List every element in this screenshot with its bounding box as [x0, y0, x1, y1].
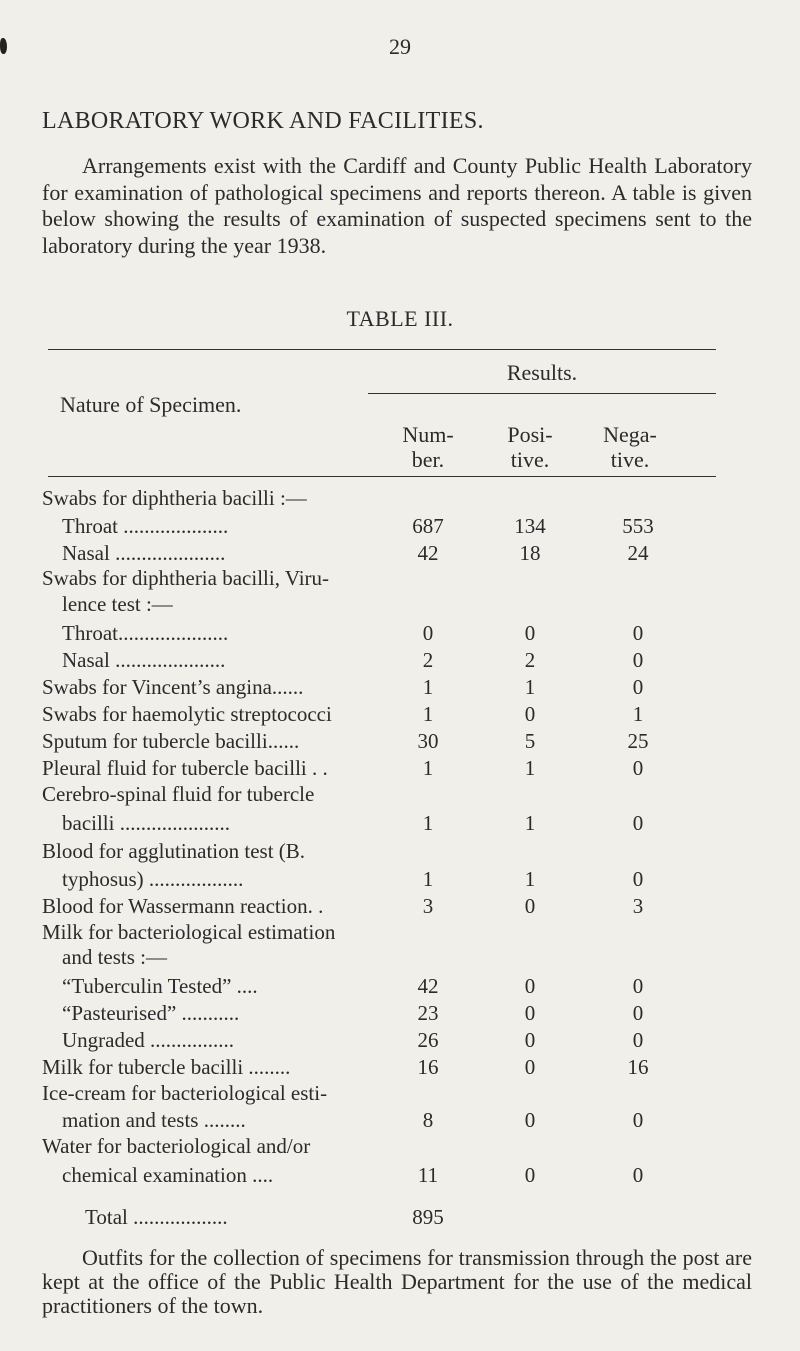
table-row [0, 1081, 800, 1107]
table-row [0, 920, 800, 946]
row-label: Pleural fluid for tubercle bacilli . . [42, 756, 328, 780]
row-negative: 0 [632, 756, 644, 780]
row-negative: 0 [632, 1028, 644, 1052]
row-label: Ice-cream for bacteriological esti- [42, 1081, 328, 1105]
negative-header-line-2: tive. [610, 447, 650, 472]
row-label: Nasal ..................... [62, 648, 226, 672]
row-number: 42 [417, 974, 439, 998]
row-number: 23 [417, 1001, 439, 1025]
row-number: 26 [417, 1028, 439, 1052]
row-label: Blood for agglutination test (B. [42, 839, 306, 863]
row-label: “Pasteurised” ........... [62, 1001, 240, 1025]
number-header-line-1: Num- [402, 422, 454, 447]
row-positive: 0 [524, 702, 536, 726]
row-negative: 0 [632, 648, 644, 672]
row-label: bacilli ..................... [62, 811, 230, 835]
row-positive: 1 [524, 811, 536, 835]
row-positive: 0 [524, 974, 536, 998]
row-negative: 1 [632, 702, 644, 726]
table-row [0, 514, 800, 540]
row-label: chemical examination .... [62, 1163, 274, 1187]
row-positive: 18 [519, 541, 541, 565]
total-label: Total .................. [85, 1205, 228, 1229]
row-number: 1 [422, 675, 434, 699]
row-positive: 0 [524, 1055, 536, 1079]
row-label: Swabs for diphtheria bacilli :— [42, 486, 307, 510]
row-label: Swabs for Vincent’s angina...... [42, 675, 304, 699]
row-positive: 1 [524, 867, 536, 891]
row-number: 0 [422, 621, 434, 645]
header-bottom-rule [48, 476, 716, 477]
row-number: 1 [422, 756, 434, 780]
row-negative: 3 [632, 894, 644, 918]
row-label: lence test :— [62, 592, 173, 616]
table-row [0, 1001, 800, 1027]
row-label: Blood for Wassermann reaction. . [42, 894, 324, 918]
row-negative: 0 [632, 1001, 644, 1025]
row-negative: 0 [632, 1108, 644, 1132]
section-heading: LABORATORY WORK AND FACILITIES. [42, 108, 484, 134]
results-header: Results. [506, 360, 578, 385]
table-row [0, 894, 800, 920]
row-negative: 0 [632, 621, 644, 645]
row-label: mation and tests ........ [62, 1108, 246, 1132]
table-row [0, 756, 800, 782]
positive-header-line-2: tive. [510, 447, 550, 472]
row-number: 42 [417, 541, 439, 565]
closing-paragraph: Outfits for the collection of specimens for transmission through the post are kept at the office of the Public Health Department for the use of the medical practitioners of the town. [42, 1245, 752, 1318]
row-label: and tests :— [62, 945, 167, 969]
row-label: Cerebro-spinal fluid for tubercle [42, 782, 315, 806]
row-positive: 0 [524, 1163, 536, 1187]
row-label: Milk for tubercle bacilli ........ [42, 1055, 291, 1079]
row-number: 2 [422, 648, 434, 672]
row-negative: 553 [622, 514, 654, 538]
table-row [0, 811, 800, 837]
row-label: “Tuberculin Tested” .... [62, 974, 258, 998]
row-number: 687 [412, 514, 444, 538]
table-row [0, 867, 800, 893]
negative-header-line-1: Nega- [603, 422, 657, 447]
table-row [0, 1163, 800, 1189]
row-positive: 1 [524, 756, 536, 780]
row-label: Swabs for haemolytic streptococci [42, 702, 332, 726]
row-negative: 0 [632, 867, 644, 891]
row-positive: 134 [514, 514, 546, 538]
row-negative: 0 [632, 1163, 644, 1187]
row-number: 11 [417, 1163, 439, 1187]
row-number: 3 [422, 894, 434, 918]
row-label: Milk for bacteriological estimation [42, 920, 336, 944]
table-title: TABLE III. [346, 306, 454, 331]
row-number: 8 [422, 1108, 434, 1132]
table-row [0, 1028, 800, 1054]
row-positive: 5 [524, 729, 536, 753]
row-negative: 0 [632, 974, 644, 998]
intro-paragraph: Arrangements exist with the Cardiff and County Public Health Laboratory for examination of pathological specimens and reports thereon. A table is given below showing the results of examination of suspected specimens sent to the laboratory during the year 1938. [42, 153, 752, 258]
row-number: 30 [417, 729, 439, 753]
row-number: 1 [422, 811, 434, 835]
table-row [0, 486, 800, 512]
row-negative: 24 [627, 541, 649, 565]
table-row [0, 541, 800, 567]
row-positive: 0 [524, 1108, 536, 1132]
row-negative: 16 [627, 1055, 649, 1079]
total-row [0, 1205, 800, 1231]
positive-header [490, 422, 570, 472]
row-label: Throat..................... [62, 621, 229, 645]
nature-header: Nature of Specimen. [60, 392, 242, 417]
row-positive: 2 [524, 648, 536, 672]
table-row [0, 702, 800, 728]
row-label: Ungraded ................ [62, 1028, 235, 1052]
results-rule [368, 393, 716, 394]
row-label: Throat .................... [62, 514, 229, 538]
row-label: Nasal ..................... [62, 541, 226, 565]
number-header [388, 422, 468, 472]
row-positive: 0 [524, 1001, 536, 1025]
table-row [0, 945, 800, 971]
number-header-line-2: ber. [411, 447, 445, 472]
row-number: 16 [417, 1055, 439, 1079]
row-label: typhosus) .................. [62, 867, 244, 891]
row-negative: 0 [632, 675, 644, 699]
table-row [0, 1108, 800, 1134]
row-positive: 0 [524, 621, 536, 645]
table-row [0, 648, 800, 674]
table-row [0, 1134, 800, 1160]
table-row [0, 675, 800, 701]
row-positive: 0 [524, 1028, 536, 1052]
row-label: Sputum for tubercle bacilli...... [42, 729, 300, 753]
table-row [0, 974, 800, 1000]
page-number: 29 [389, 34, 411, 59]
positive-header-line-1: Posi- [507, 422, 553, 447]
row-number: 1 [422, 702, 434, 726]
negative-header [590, 422, 670, 472]
table-row [0, 839, 800, 865]
row-negative: 25 [627, 729, 649, 753]
table-row [0, 566, 800, 592]
table-row [0, 1055, 800, 1081]
table-row [0, 592, 800, 618]
table-row [0, 782, 800, 808]
row-positive: 1 [524, 675, 536, 699]
total-value: 895 [412, 1205, 444, 1229]
row-positive: 0 [524, 894, 536, 918]
table-row [0, 729, 800, 755]
table-top-rule [48, 349, 716, 350]
table-row [0, 621, 800, 647]
row-label: Water for bacteriological and/or [42, 1134, 311, 1158]
row-number: 1 [422, 867, 434, 891]
row-negative: 0 [632, 811, 644, 835]
row-label: Swabs for diphtheria bacilli, Viru- [42, 566, 330, 590]
